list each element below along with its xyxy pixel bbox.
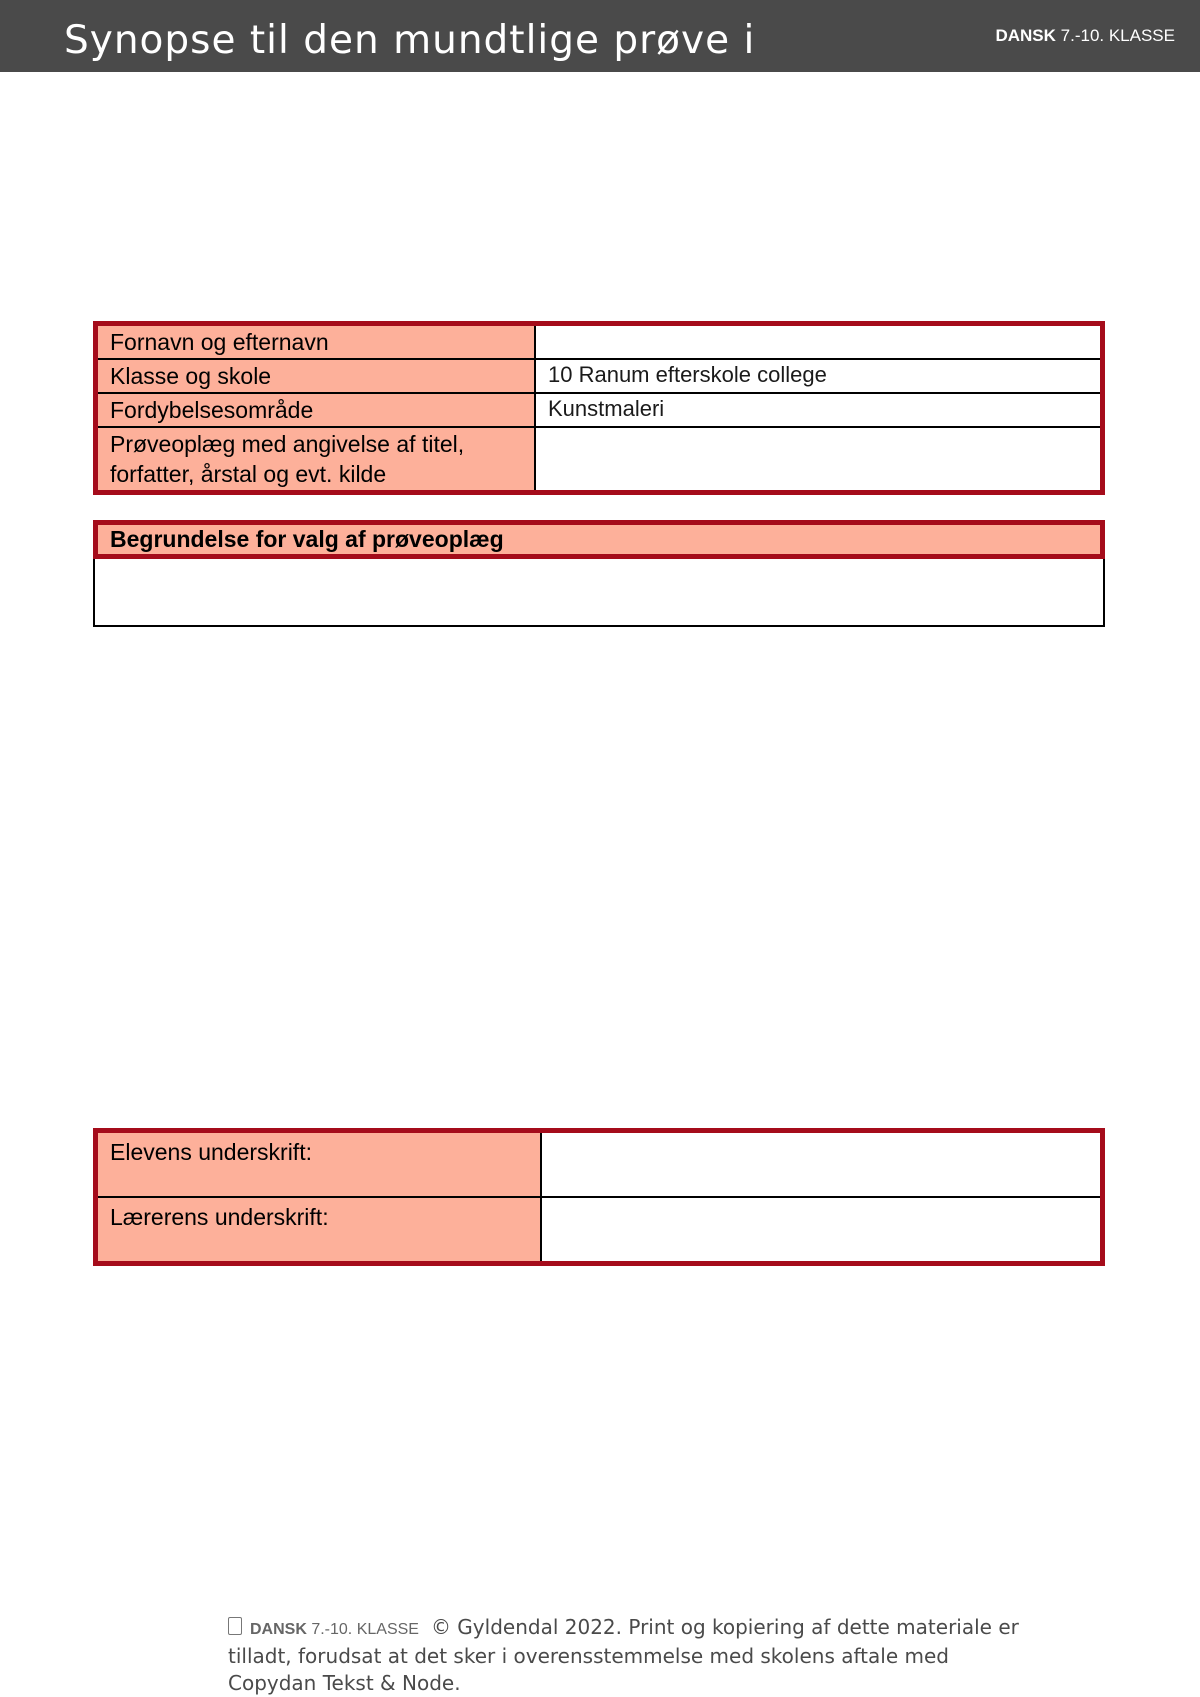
exam-material-field[interactable] (535, 427, 1103, 493)
brand-name: DANSK (995, 26, 1056, 45)
table-row (96, 359, 1103, 393)
class-school-field[interactable]: 10 Ranum efterskole college (535, 359, 1103, 393)
footer-brand-grade: 7.-10. KLASSE (306, 1621, 419, 1638)
brand-grade: 7.-10. KLASSE (1055, 26, 1175, 45)
teacher-signature-label: Lærerens underskrift: (96, 1197, 542, 1264)
exam-material-label-line1: Prøveoplæg med angivelse af titel, (110, 431, 465, 457)
signature-table (93, 1128, 1105, 1266)
teacher-signature-field[interactable] (541, 1197, 1103, 1264)
copyright-text: © Gyldendal 2022. Print og kopiering af dette materiale er (430, 1615, 1019, 1639)
page-title: Synopse til den mundtlige prøve i (64, 18, 756, 63)
table-row (96, 1197, 1103, 1264)
focus-area-label: Fordybelsesområde (96, 393, 536, 427)
header-bar (0, 0, 1200, 72)
footer-line-1 (228, 1614, 1048, 1643)
student-signature-label: Elevens underskrift: (96, 1131, 542, 1198)
focus-area-field[interactable]: Kunstmaleri (535, 393, 1103, 427)
table-row (96, 427, 1103, 493)
class-school-label: Klasse og skole (96, 359, 536, 393)
name-field[interactable] (535, 324, 1103, 360)
footer-line-3: Copydan Tekst & Node. (228, 1671, 461, 1695)
table-row (96, 324, 1103, 360)
footer-brand (250, 1621, 419, 1638)
footer-line-2: tilladt, forudsat at det sker i overensstemmelse med skolens aftale med (228, 1644, 949, 1668)
exam-material-label (96, 427, 536, 493)
exam-material-label-line2: forfatter, årstal og evt. kilde (110, 461, 387, 487)
reason-header: Begrundelse for valg af prøveoplæg (93, 520, 1105, 559)
footer-brand-name: DANSK (250, 1621, 307, 1638)
table-row (96, 1131, 1103, 1198)
student-info-table (93, 321, 1105, 495)
reason-field[interactable] (93, 559, 1105, 627)
reason-section (93, 520, 1105, 627)
student-signature-field[interactable] (541, 1131, 1103, 1198)
table-row (96, 393, 1103, 427)
name-label: Fornavn og efternavn (96, 324, 536, 360)
footer (228, 1614, 1048, 1697)
publisher-logo-icon (228, 1617, 242, 1635)
brand-logo (995, 26, 1175, 46)
